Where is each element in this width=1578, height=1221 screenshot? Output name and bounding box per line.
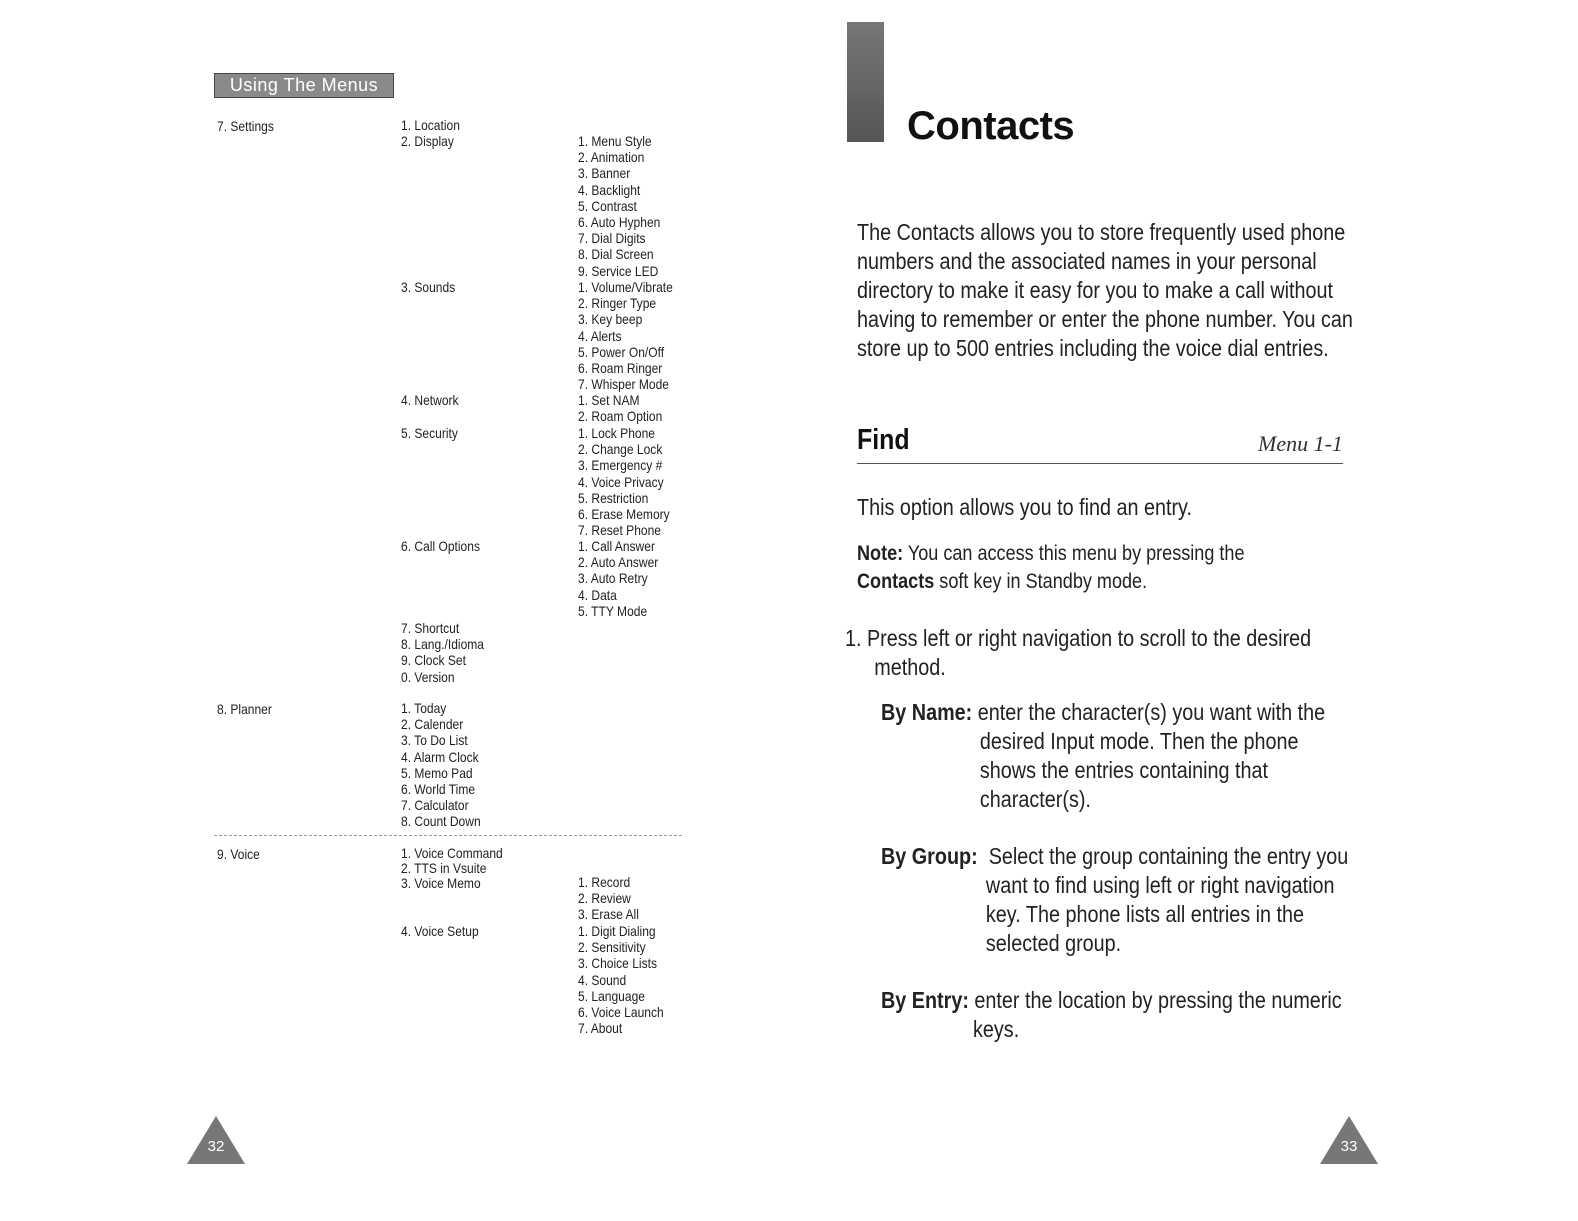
list-item: 4. Backlight xyxy=(578,181,641,198)
by-group-label: By Group: xyxy=(881,843,978,869)
text-line: method. xyxy=(874,654,946,680)
list-item: 5. TTY Mode xyxy=(578,602,648,619)
intro-paragraph xyxy=(857,218,1353,363)
list-item: 5. Power On/Off xyxy=(578,343,665,360)
list-item: 4. Data xyxy=(578,586,617,603)
section-header-badge: Using The Menus xyxy=(214,73,394,98)
list-item: 1. Today xyxy=(401,700,447,716)
by-entry-text: enter the location by pressing the numeric xyxy=(968,987,1342,1013)
list-item: 8. Dial Screen xyxy=(578,246,654,263)
text-line xyxy=(857,540,1245,568)
list-item: 6. Voice Launch xyxy=(578,1004,664,1021)
list-item: 2. Review xyxy=(578,890,631,907)
list-item: 2. Roam Option xyxy=(578,408,663,425)
voice-memo-items-list xyxy=(578,874,639,923)
list-item: 4. Voice Privacy xyxy=(578,473,664,490)
menu-voice-setup: 4. Voice Setup xyxy=(401,923,479,939)
list-item: 6. Auto Hyphen xyxy=(578,214,661,231)
list-item: 4. Sound xyxy=(578,971,627,988)
step-1 xyxy=(845,624,1311,682)
text-line: The Contacts allows you to store frequently used phone xyxy=(857,219,1346,245)
settings-rest-list xyxy=(401,620,484,685)
list-item: 5. Restriction xyxy=(578,489,649,506)
list-item: 9. Clock Set xyxy=(401,652,466,669)
text-line: key. The phone lists all entries in the xyxy=(985,901,1305,927)
network-items-list xyxy=(578,392,662,424)
list-item: 5. Memo Pad xyxy=(401,764,473,781)
list-item: 7. Calculator xyxy=(401,797,469,814)
list-item: 4. Alarm Clock xyxy=(401,748,479,765)
note-text: You can access this menu by pressing the xyxy=(903,542,1245,565)
list-item: 2. Change Lock xyxy=(578,441,663,458)
by-group-text: Select the group containing the entry you xyxy=(977,843,1349,869)
security-items-list xyxy=(578,425,670,538)
text-line: numbers and the associated names in your personal xyxy=(857,248,1317,274)
list-item: 7. About xyxy=(578,1020,623,1037)
note-text: soft key in Standby mode. xyxy=(934,570,1148,593)
by-entry-block xyxy=(881,986,1342,1044)
text-line xyxy=(881,986,1342,1015)
text-line: keys. xyxy=(973,1016,1020,1042)
list-item: 0. Version xyxy=(401,668,455,685)
note-label: Note: xyxy=(857,542,904,565)
divider xyxy=(214,835,682,836)
list-item: 1. Lock Phone xyxy=(578,425,655,441)
section-label-settings: 7. Settings xyxy=(217,118,274,134)
list-item: 7. Dial Digits xyxy=(578,230,646,247)
menu-voice-command: 1. Voice Command xyxy=(401,845,503,861)
by-name-block xyxy=(881,698,1325,814)
list-item: 7. Shortcut xyxy=(401,620,460,636)
menu-sounds: 3. Sounds xyxy=(401,279,456,295)
list-item: 3. Banner xyxy=(578,165,631,182)
list-item: 3. Auto Retry xyxy=(578,570,648,587)
list-item: 3. Emergency # xyxy=(578,457,663,474)
text-line xyxy=(881,698,1325,727)
menu-voice-memo: 3. Voice Memo xyxy=(401,875,481,891)
menu-tts: 2. TTS in Vsuite xyxy=(401,860,487,876)
text-line: 1. Press left or right navigation to scroll to the desired xyxy=(845,625,1312,651)
text-line: desired Input mode. Then the phone xyxy=(979,728,1299,754)
list-item: 1. Volume/Vibrate xyxy=(578,279,673,295)
list-item: 7. Whisper Mode xyxy=(578,376,670,393)
text-line: want to find using left or right navigation xyxy=(985,872,1335,898)
section-heading-find: Find xyxy=(857,424,910,456)
list-item: 2. Auto Answer xyxy=(578,554,659,571)
find-description: This option allows you to find an entry. xyxy=(857,494,1192,520)
menu-location: 1. Location xyxy=(401,117,460,133)
display-items-list xyxy=(578,133,660,279)
menu-reference: Menu 1-1 xyxy=(1258,431,1343,456)
page-number: 32 xyxy=(207,1138,225,1155)
list-item: 2. Sensitivity xyxy=(578,939,646,956)
list-item: 6. World Time xyxy=(401,781,476,798)
call-options-items-list xyxy=(578,538,658,619)
text-line xyxy=(857,568,1245,596)
list-item: 6. Erase Memory xyxy=(578,506,670,523)
list-item: 9. Service LED xyxy=(578,262,659,279)
by-group-block xyxy=(881,842,1348,958)
text-line: shows the entries containing that xyxy=(979,757,1268,783)
list-item: 2. Ringer Type xyxy=(578,295,657,312)
menu-security: 5. Security xyxy=(401,425,458,441)
list-item: 6. Roam Ringer xyxy=(578,360,663,377)
list-item: 3. Erase All xyxy=(578,906,639,923)
text-line: selected group. xyxy=(985,930,1122,956)
list-item: 1. Menu Style xyxy=(578,133,652,149)
list-item: 5. Contrast xyxy=(578,197,637,214)
text-line: store up to 500 entries including the voice dial entries. xyxy=(857,335,1329,361)
note-key: Contacts xyxy=(857,570,935,593)
text-line xyxy=(881,842,1348,871)
menu-call-options: 6. Call Options xyxy=(401,538,480,554)
text-line: character(s). xyxy=(979,786,1091,812)
by-entry-label: By Entry: xyxy=(881,987,969,1013)
list-item: 8. Count Down xyxy=(401,813,481,830)
section-label-planner: 8. Planner xyxy=(217,701,272,717)
list-item: 3. Choice Lists xyxy=(578,955,657,972)
list-item: 7. Reset Phone xyxy=(578,522,662,539)
list-item: 1. Record xyxy=(578,874,631,890)
list-item: 4. Alerts xyxy=(578,327,622,344)
list-item: 3. Key beep xyxy=(578,311,643,328)
page-number: 33 xyxy=(1340,1138,1358,1155)
by-name-text: enter the character(s) you want with the xyxy=(972,699,1326,725)
planner-items-list xyxy=(401,700,481,830)
by-name-label: By Name: xyxy=(881,699,973,725)
menu-display: 2. Display xyxy=(401,133,454,149)
page-title: Contacts xyxy=(907,104,1075,148)
list-item: 5. Language xyxy=(578,987,645,1004)
divider xyxy=(857,463,1343,464)
note-block xyxy=(857,540,1245,596)
list-item: 2. Calender xyxy=(401,716,464,733)
text-line: directory to make it easy for you to make a call without xyxy=(857,277,1334,303)
chapter-tab-marker xyxy=(847,22,884,142)
list-item: 1. Digit Dialing xyxy=(578,923,656,939)
list-item: 3. To Do List xyxy=(401,732,468,749)
sounds-items-list xyxy=(578,279,673,392)
list-item: 2. Animation xyxy=(578,149,645,166)
list-item: 1. Call Answer xyxy=(578,538,655,554)
text-line: having to remember or enter the phone number. You can xyxy=(857,306,1353,332)
list-item: 1. Set NAM xyxy=(578,392,640,408)
menu-network: 4. Network xyxy=(401,392,459,408)
list-item: 8. Lang./Idioma xyxy=(401,636,485,653)
section-label-voice: 9. Voice xyxy=(217,846,260,862)
voice-setup-items-list xyxy=(578,923,664,1036)
